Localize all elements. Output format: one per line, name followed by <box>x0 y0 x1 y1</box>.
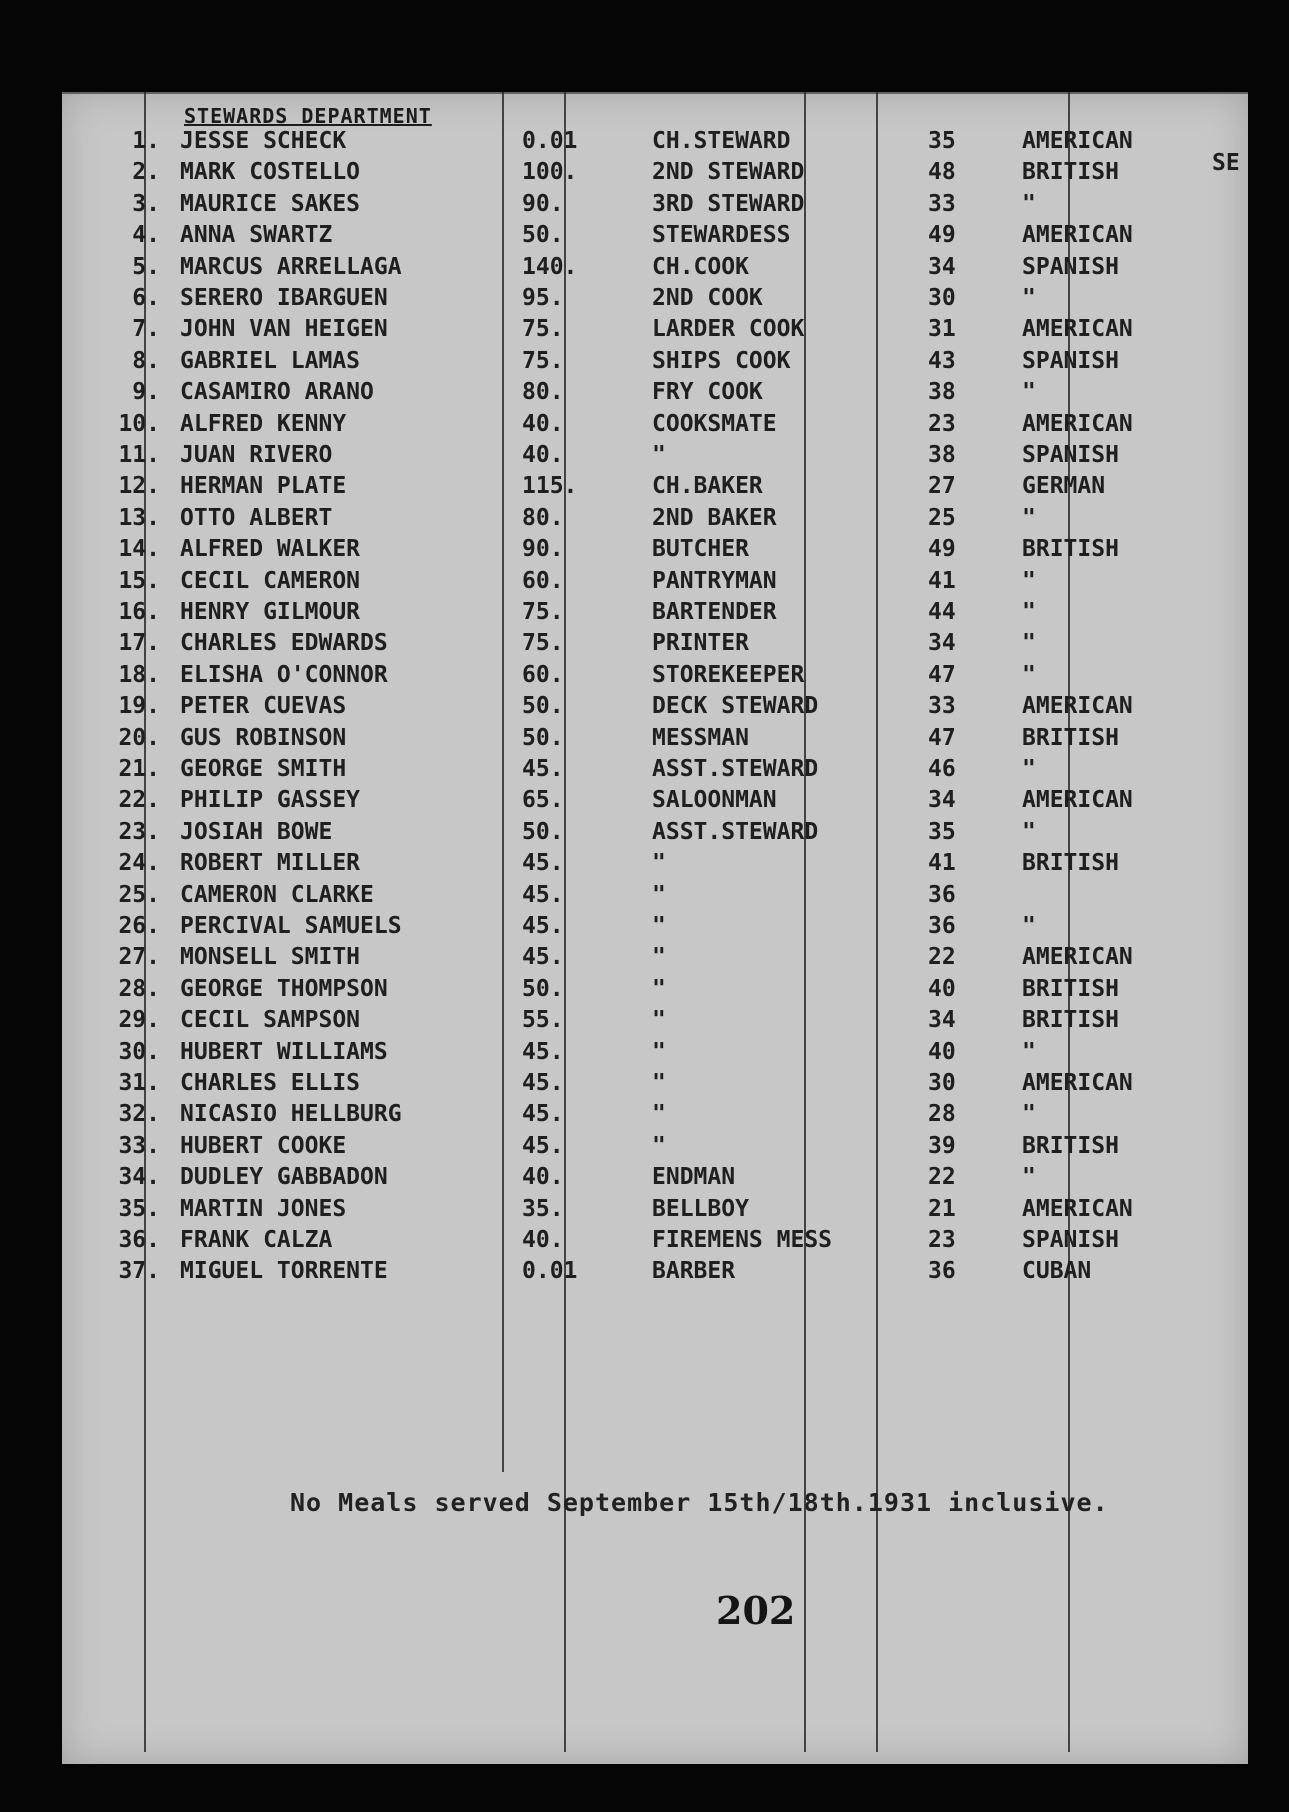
crew-name: PHILIP GASSEY <box>180 787 361 814</box>
row-number: 16. <box>118 599 160 625</box>
row-number: 13. <box>118 504 160 531</box>
nationality-value: BRITISH <box>1022 975 1119 1002</box>
nationality-value: BRITISH <box>1022 1007 1119 1034</box>
wage-value: 0.01 <box>522 1258 578 1285</box>
table-row <box>62 1164 1248 1194</box>
wage-value: 140. <box>522 253 578 280</box>
rating-value: " <box>652 975 666 1002</box>
row-number: 25. <box>118 881 160 908</box>
nationality-value: " <box>1022 1164 1036 1191</box>
age-value: 39 <box>928 1132 956 1159</box>
table-row <box>62 1227 1248 1257</box>
crew-name: DUDLEY GABBADON <box>180 1164 388 1191</box>
rating-value: STOREKEEPER <box>652 661 805 688</box>
age-value: 27 <box>928 473 956 500</box>
crew-name: NICASIO HELLBURG <box>180 1101 402 1128</box>
nationality-value: SPANISH <box>1022 253 1119 280</box>
crew-name: CHARLES EDWARDS <box>180 630 388 657</box>
wage-value: 40. <box>522 1164 564 1191</box>
crew-name: GUS ROBINSON <box>180 724 347 751</box>
wage-value: 45. <box>522 944 564 971</box>
table-row <box>62 819 1248 849</box>
wage-value: 80. <box>522 504 564 531</box>
row-number: 28. <box>118 975 160 1002</box>
rating-value: ASST.STEWARD <box>652 756 819 782</box>
nationality-value: " <box>1022 1038 1036 1065</box>
wage-value: 45. <box>522 850 564 877</box>
table-row <box>62 787 1248 817</box>
age-value: 41 <box>928 567 956 594</box>
nationality-value: BRITISH <box>1022 536 1119 563</box>
row-number: 9. <box>132 379 160 406</box>
row-number: 22. <box>118 787 160 814</box>
rating-value: ENDMAN <box>652 1164 736 1191</box>
nationality-value: SPANISH <box>1022 442 1119 468</box>
nationality-value: " <box>1022 818 1036 845</box>
age-value: 25 <box>928 504 956 531</box>
wage-value: 95. <box>522 285 564 311</box>
rating-value: PRINTER <box>652 630 749 657</box>
table-row <box>62 599 1248 629</box>
nationality-value: SPANISH <box>1022 1227 1119 1253</box>
crew-name: MARK COSTELLO <box>180 159 361 186</box>
crew-name: CAMERON CLARKE <box>180 881 374 908</box>
rating-value: 2ND STEWARD <box>652 159 805 186</box>
row-number: 37. <box>118 1258 160 1285</box>
nationality-value: BRITISH <box>1022 724 1119 751</box>
department-heading: STEWARDS DEPARTMENT <box>184 104 432 128</box>
rating-value: FRY COOK <box>652 379 763 406</box>
row-number: 11. <box>118 442 160 468</box>
table-row <box>62 662 1248 692</box>
nationality-value: " <box>1022 379 1036 406</box>
rating-value: STEWARDESS <box>652 222 791 249</box>
wage-value: 75. <box>522 316 564 343</box>
row-number: 32. <box>118 1101 160 1128</box>
row-number: 35. <box>118 1195 160 1222</box>
rating-value: MESSMAN <box>652 724 749 751</box>
row-number: 10. <box>118 410 160 437</box>
age-value: 38 <box>928 442 956 468</box>
rating-value: " <box>652 881 666 908</box>
crew-name: CHARLES ELLIS <box>180 1070 361 1096</box>
nationality-value: BRITISH <box>1022 159 1119 186</box>
age-value: 43 <box>928 347 956 374</box>
nationality-value: BRITISH <box>1022 850 1119 877</box>
crew-name: ELISHA O'CONNOR <box>180 661 388 688</box>
age-value: 40 <box>928 1038 956 1065</box>
nationality-value: " <box>1022 630 1036 657</box>
page-number: 202 <box>716 1588 796 1633</box>
crew-name: PETER CUEVAS <box>180 693 347 720</box>
table-row <box>62 348 1248 378</box>
wage-value: 40. <box>522 1227 564 1253</box>
nationality-value: AMERICAN <box>1022 316 1133 343</box>
age-value: 34 <box>928 253 956 280</box>
crew-name: MARCUS ARRELLAGA <box>180 253 402 280</box>
wage-value: 45. <box>522 756 564 782</box>
table-row <box>62 1007 1248 1037</box>
row-number: 15. <box>118 567 160 594</box>
top-rule <box>62 92 1248 94</box>
crew-name: ROBERT MILLER <box>180 850 361 877</box>
wage-value: 60. <box>522 661 564 688</box>
rating-value: BUTCHER <box>652 536 749 563</box>
age-value: 44 <box>928 599 956 625</box>
row-number: 18. <box>118 661 160 688</box>
nationality-value: " <box>1022 190 1036 217</box>
crew-name: GEORGE THOMPSON <box>180 975 388 1002</box>
table-row <box>62 882 1248 912</box>
row-number: 1. <box>132 128 160 154</box>
footnote: No Meals served September 15th/18th.1931 inclusive. <box>290 1488 1109 1517</box>
row-number: 20. <box>118 724 160 751</box>
row-number: 27. <box>118 944 160 971</box>
age-value: 46 <box>928 756 956 782</box>
wage-value: 75. <box>522 347 564 374</box>
table-row <box>62 568 1248 598</box>
rating-value: " <box>652 442 666 468</box>
table-row <box>62 411 1248 441</box>
rating-value: " <box>652 1038 666 1065</box>
rating-value: " <box>652 913 666 939</box>
rating-value: BELLBOY <box>652 1195 749 1222</box>
wage-value: 100. <box>522 159 578 186</box>
table-row <box>62 1258 1248 1288</box>
table-row <box>62 850 1248 880</box>
row-number: 36. <box>118 1227 160 1253</box>
age-value: 49 <box>928 222 956 249</box>
row-number: 31. <box>118 1070 160 1096</box>
rating-value: CH.BAKER <box>652 473 763 500</box>
table-row <box>62 630 1248 660</box>
table-row <box>62 913 1248 943</box>
crew-name: JOHN VAN HEIGEN <box>180 316 388 343</box>
age-value: 35 <box>928 818 956 845</box>
crew-name: HERMAN PLATE <box>180 473 347 500</box>
nationality-value: " <box>1022 599 1036 625</box>
table-row <box>62 442 1248 472</box>
rating-value: 2ND COOK <box>652 285 763 311</box>
table-row <box>62 505 1248 535</box>
rating-value: SHIPS COOK <box>652 347 791 374</box>
age-value: 49 <box>928 536 956 563</box>
row-number: 4. <box>132 222 160 249</box>
row-number: 6. <box>132 285 160 311</box>
rating-value: 2ND BAKER <box>652 504 777 531</box>
row-number: 26. <box>118 913 160 939</box>
table-row <box>62 254 1248 284</box>
table-row <box>62 1070 1248 1100</box>
crew-name: GEORGE SMITH <box>180 756 347 782</box>
row-number: 34. <box>118 1164 160 1191</box>
wage-value: 45. <box>522 881 564 908</box>
rating-value: " <box>652 944 666 971</box>
nationality-value: " <box>1022 1101 1036 1128</box>
age-value: 34 <box>928 630 956 657</box>
wage-value: 75. <box>522 630 564 657</box>
table-row <box>62 1039 1248 1069</box>
rating-value: " <box>652 1101 666 1128</box>
document-page <box>62 92 1248 1764</box>
table-row <box>62 1196 1248 1226</box>
nationality-value: " <box>1022 756 1036 782</box>
wage-value: 45. <box>522 1070 564 1096</box>
rating-value: CH.STEWARD <box>652 128 791 154</box>
table-row <box>62 473 1248 503</box>
wage-value: 40. <box>522 442 564 468</box>
nationality-value: AMERICAN <box>1022 693 1133 720</box>
table-row <box>62 976 1248 1006</box>
age-value: 31 <box>928 316 956 343</box>
wage-value: 55. <box>522 1007 564 1034</box>
nationality-value: AMERICAN <box>1022 410 1133 437</box>
row-number: 29. <box>118 1007 160 1034</box>
nationality-value: AMERICAN <box>1022 944 1133 971</box>
crew-name: CECIL CAMERON <box>180 567 361 594</box>
age-value: 38 <box>928 379 956 406</box>
age-value: 23 <box>928 410 956 437</box>
wage-value: 60. <box>522 567 564 594</box>
rating-value: CH.COOK <box>652 253 749 280</box>
age-value: 30 <box>928 285 956 311</box>
wage-value: 35. <box>522 1195 564 1222</box>
crew-name: FRANK CALZA <box>180 1227 333 1253</box>
row-number: 3. <box>132 190 160 217</box>
crew-name: ALFRED KENNY <box>180 410 347 437</box>
age-value: 21 <box>928 1195 956 1222</box>
table-row <box>62 1101 1248 1131</box>
crew-name: HENRY GILMOUR <box>180 599 361 625</box>
crew-name: JOSIAH BOWE <box>180 818 333 845</box>
crew-name: JESSE SCHECK <box>180 128 347 154</box>
wage-value: 50. <box>522 975 564 1002</box>
row-number: 21. <box>118 756 160 782</box>
age-value: 33 <box>928 190 956 217</box>
rating-value: " <box>652 1070 666 1096</box>
nationality-value: " <box>1022 285 1036 311</box>
row-number: 24. <box>118 850 160 877</box>
row-number: 30. <box>118 1038 160 1065</box>
nationality-value: " <box>1022 913 1036 939</box>
table-row <box>62 725 1248 755</box>
wage-value: 50. <box>522 818 564 845</box>
crew-name: CASAMIRO ARANO <box>180 379 374 406</box>
row-number: 23. <box>118 818 160 845</box>
table-row <box>62 159 1248 189</box>
nationality-value: SPANISH <box>1022 347 1119 374</box>
age-value: 36 <box>928 913 956 939</box>
wage-value: 40. <box>522 410 564 437</box>
age-value: 28 <box>928 1101 956 1128</box>
age-value: 47 <box>928 661 956 688</box>
table-row <box>62 191 1248 221</box>
rating-value: ASST.STEWARD <box>652 818 819 845</box>
age-value: 23 <box>928 1227 956 1253</box>
age-value: 36 <box>928 1258 956 1285</box>
rating-value: LARDER COOK <box>652 316 805 343</box>
crew-name: MARTIN JONES <box>180 1195 347 1222</box>
row-number: 5. <box>132 253 160 280</box>
wage-value: 90. <box>522 536 564 563</box>
rating-value: 3RD STEWARD <box>652 190 805 217</box>
nationality-value: " <box>1022 567 1036 594</box>
crew-name: OTTO ALBERT <box>180 504 333 531</box>
wage-value: 75. <box>522 599 564 625</box>
age-value: 34 <box>928 1007 956 1034</box>
crew-name: ANNA SWARTZ <box>180 222 333 249</box>
row-number: 33. <box>118 1132 160 1159</box>
crew-name: CECIL SAMPSON <box>180 1007 361 1034</box>
truncated-column-text: SE <box>1212 150 1240 176</box>
table-row <box>62 756 1248 786</box>
row-number: 2. <box>132 159 160 186</box>
crew-name: HUBERT COOKE <box>180 1132 347 1159</box>
age-value: 48 <box>928 159 956 186</box>
nationality-value: CUBAN <box>1022 1258 1092 1285</box>
rating-value: DECK STEWARD <box>652 693 819 720</box>
wage-value: 45. <box>522 1101 564 1128</box>
table-row <box>62 536 1248 566</box>
age-value: 41 <box>928 850 956 877</box>
crew-name: GABRIEL LAMAS <box>180 347 361 374</box>
row-number: 12. <box>118 473 160 500</box>
rating-value: " <box>652 1007 666 1034</box>
wage-value: 65. <box>522 787 564 814</box>
age-value: 33 <box>928 693 956 720</box>
table-row <box>62 316 1248 346</box>
nationality-value: BRITISH <box>1022 1132 1119 1159</box>
wage-value: 115. <box>522 473 578 500</box>
table-row <box>62 944 1248 974</box>
age-value: 35 <box>928 128 956 154</box>
crew-name: SERERO IBARGUEN <box>180 285 388 311</box>
age-value: 22 <box>928 944 956 971</box>
table-row <box>62 285 1248 315</box>
wage-value: 45. <box>522 913 564 939</box>
crew-name: HUBERT WILLIAMS <box>180 1038 388 1065</box>
table-row <box>62 693 1248 723</box>
crew-name: MONSELL SMITH <box>180 944 361 971</box>
wage-value: 80. <box>522 379 564 406</box>
rating-value: FIREMENS MESS <box>652 1227 833 1253</box>
age-value: 40 <box>928 975 956 1002</box>
wage-value: 50. <box>522 724 564 751</box>
nationality-value: " <box>1022 504 1036 531</box>
age-value: 34 <box>928 787 956 814</box>
nationality-value: " <box>1022 661 1036 688</box>
rating-value: " <box>652 1132 666 1159</box>
row-number: 17. <box>118 630 160 657</box>
age-value: 36 <box>928 881 956 908</box>
row-number: 14. <box>118 536 160 563</box>
age-value: 22 <box>928 1164 956 1191</box>
nationality-value: AMERICAN <box>1022 787 1133 814</box>
wage-value: 0.01 <box>522 128 578 154</box>
rating-value: " <box>652 850 666 877</box>
table-row <box>62 1133 1248 1163</box>
rating-value: SALOONMAN <box>652 787 777 814</box>
nationality-value: AMERICAN <box>1022 128 1133 154</box>
wage-value: 50. <box>522 693 564 720</box>
wage-value: 45. <box>522 1132 564 1159</box>
wage-value: 50. <box>522 222 564 249</box>
row-number: 7. <box>132 316 160 343</box>
nationality-value: AMERICAN <box>1022 1195 1133 1222</box>
nationality-value: AMERICAN <box>1022 1070 1133 1096</box>
row-number: 19. <box>118 693 160 720</box>
rating-value: BARTENDER <box>652 599 777 625</box>
age-value: 30 <box>928 1070 956 1096</box>
nationality-value: GERMAN <box>1022 473 1106 500</box>
crew-name: MIGUEL TORRENTE <box>180 1258 388 1285</box>
crew-name: ALFRED WALKER <box>180 536 361 563</box>
table-row <box>62 222 1248 252</box>
wage-value: 45. <box>522 1038 564 1065</box>
rating-value: BARBER <box>652 1258 736 1285</box>
rating-value: COOKSMATE <box>652 410 777 437</box>
crew-name: PERCIVAL SAMUELS <box>180 913 402 939</box>
nationality-value: AMERICAN <box>1022 222 1133 249</box>
wage-value: 90. <box>522 190 564 217</box>
rating-value: PANTRYMAN <box>652 567 777 594</box>
age-value: 47 <box>928 724 956 751</box>
crew-name: MAURICE SAKES <box>180 190 361 217</box>
row-number: 8. <box>132 347 160 374</box>
crew-name: JUAN RIVERO <box>180 442 333 468</box>
table-row <box>62 128 1248 158</box>
table-row <box>62 379 1248 409</box>
